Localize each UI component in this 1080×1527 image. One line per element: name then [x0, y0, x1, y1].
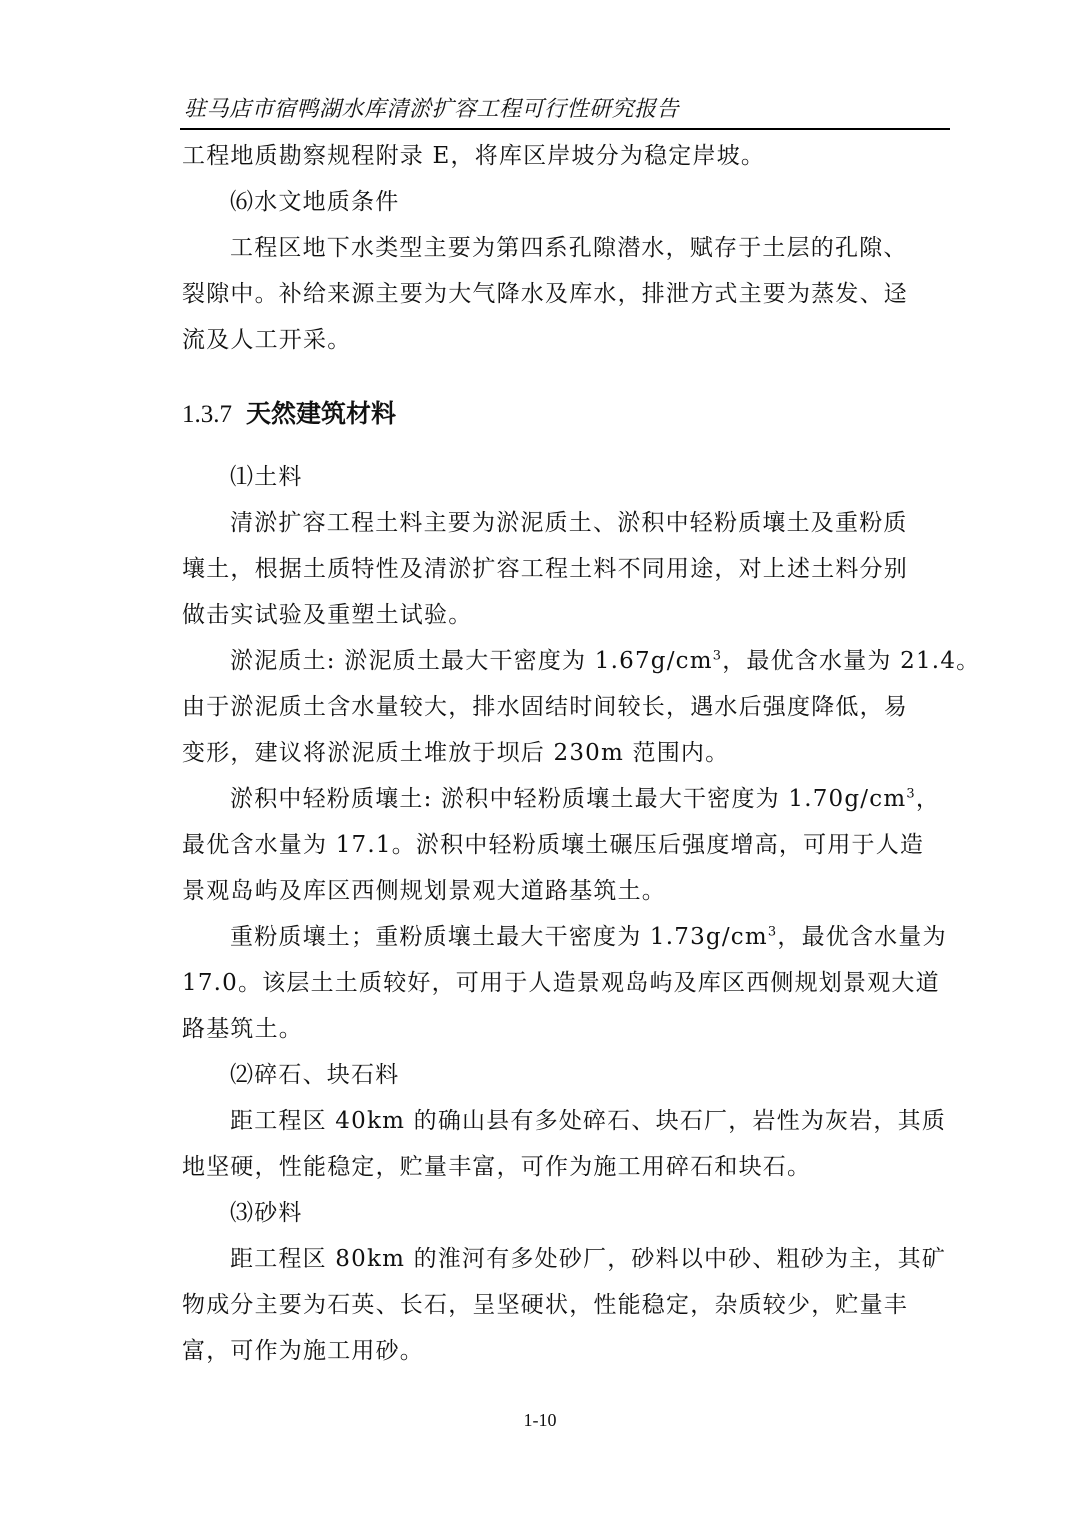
page-header — [180, 88, 950, 130]
paragraph-line: 裂隙中。补给来源主要为大气降水及库水，排泄方式主要为蒸发、迳 — [182, 281, 908, 307]
text-run: 淤泥质土: 淤泥质土最大干密度为 1.67g/cm — [230, 648, 713, 674]
text-run: ，最优含水量为 21.4。 — [722, 648, 981, 674]
section-title: 天然建筑材料 — [246, 399, 397, 428]
page-number: 1-10 — [523, 1410, 557, 1430]
paragraph-line: 变形，建议将淤泥质土堆放于坝后 230m 范围内。 — [182, 740, 730, 766]
paragraph-line: 流及人工开采。 — [182, 327, 352, 353]
report-title: 驻马店市宿鸭湖水库清淤扩容工程可行性研究报告 — [184, 97, 680, 122]
paragraph-line: 做击实试验及重塑土试验。 — [182, 602, 473, 628]
superscript: 3 — [906, 786, 916, 802]
paragraph-line: 物成分主要为石英、长石，呈坚硬状，性能稳定，杂质较少，贮量丰 — [182, 1292, 908, 1318]
text-run: 淤积中轻粉质壤土: 淤积中轻粉质壤土最大干密度为 1.70g/cm — [230, 786, 907, 812]
paragraph-line: 地坚硬，性能稳定，贮量丰富，可作为施工用碎石和块石。 — [182, 1154, 812, 1180]
paragraph-line: 富，可作为施工用砂。 — [182, 1338, 424, 1364]
paragraph-line: 工程区地下水类型主要为第四系孔隙潜水，赋存于土层的孔隙、 — [230, 235, 908, 261]
superscript: 3 — [712, 648, 723, 664]
paragraph-line: 17.0。该层土土质较好，可用于人造景观岛屿及库区西侧规划景观大道 — [182, 970, 940, 996]
paragraph-line — [182, 914, 998, 960]
text-run: 重粉质壤土；重粉质壤土最大干密度为 1.73g/cm — [230, 924, 768, 950]
paragraph-line: 由于淤泥质土含水量较大，排水固结时间较长，遇水后强度降低，易 — [182, 694, 908, 720]
paragraph-line: 工程地质勘察规程附录 E，将库区岸坡分为稳定岸坡。 — [182, 143, 766, 169]
paragraph-line: 最优含水量为 17.1。淤积中轻粉质壤土碾压后强度增高，可用于人造 — [182, 832, 925, 858]
subsection-hydrogeology: ⑹水文地质条件 — [230, 189, 400, 215]
subsection-sand: ⑶砂料 — [230, 1200, 303, 1226]
paragraph-line: 距工程区 40km 的确山县有多处碎石、块石厂，岩性为灰岩，其质 — [230, 1108, 947, 1134]
section-number: 1.3.7 — [182, 401, 232, 428]
text-run: ， — [915, 786, 941, 812]
paragraph-line — [182, 638, 998, 684]
superscript: 3 — [767, 924, 778, 940]
subsection-soil: ⑴土料 — [230, 464, 303, 490]
paragraph-line: 距工程区 80km 的淮河有多处砂厂，砂料以中砂、粗砂为主，其矿 — [230, 1246, 947, 1272]
paragraph-line: 清淤扩容工程土料主要为淤泥质土、淤积中轻粉质壤土及重粉质 — [230, 510, 908, 536]
subsection-gravel: ⑵碎石、块石料 — [230, 1062, 400, 1088]
paragraph-line: 路基筑土。 — [182, 1016, 303, 1042]
section-heading — [182, 394, 396, 430]
paragraph-line: 景观岛屿及库区西侧规划景观大道路基筑土。 — [182, 878, 666, 904]
paragraph-line: 壤土，根据土质特性及清淤扩容工程土料不同用途，对上述土料分别 — [182, 556, 908, 582]
text-run: ，最优含水量为 — [777, 924, 947, 950]
paragraph-line — [182, 776, 998, 822]
